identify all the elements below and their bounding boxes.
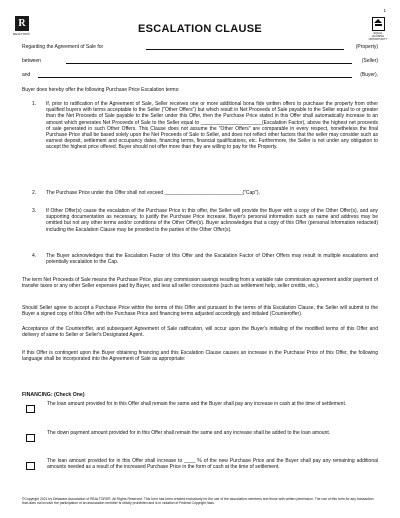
counteroffer-paragraph: Should Seller agree to accept a Purchase Price within the terms of this Offer and pursuant to the terms of this Escalation Clause, the Seller will submit to the Buyer a signed copy of this Offer with the Purchase Price and financing terms adjusted accordingly and initialed (Counteroffer). [22, 305, 378, 318]
financing-option-3-text: The loan amount provided for in this Offer shall increase to ____ % of the new Purchase Price and the Buyer shall pay any remaining additional amounts needed as a result of the increased Purchase Price in the form of cash at the time of settlement. [47, 458, 378, 471]
regarding-label: Regarding the Agreement of Sale for [22, 44, 104, 50]
property-line[interactable] [22, 44, 378, 51]
item-1-text: If, prior to ratification of the Agreement of Sale, Seller receives one or more additional bona fide written offers to purchase the property from other qualified buyers with terms acceptable to the Seller ("Other Offers") but which result in Net Proceeds of Sale payable to the Seller equal to or greater than the Net Proceeds of Sale payable to the Seller under this Offer, then the Purchase Price stated in this Offer shall automatically increase to an amount which generates Net Proceeds of Sale to the Seller equal to ______________________(Escalation Factor), above the highest net proceeds of sale generated in such Other Offers. This Clause does not assume the "Other Offers" are comparable in every respect, nonetheless the final Purchase Price shall be based solely upon the Net Proceeds of Sale to Seller, and does not reflect other factors that the seller may consider such as earnest deposit, settlement and occupancy dates, financing terms, financial qualifications, etc. Furthermore, the Seller is not under any obligation to accept the highest price offered. Buyer should not offer more than they are willing to pay for the Property. [46, 101, 378, 151]
property-field[interactable] [146, 49, 344, 50]
realtor-logo-caption: REALTOR® [13, 32, 30, 36]
property-label: (Property) [355, 44, 378, 50]
buyer-line[interactable] [22, 72, 378, 79]
item-2-text: The Purchase Price under this Offer shall not exceed ____________________________("Cap"). [46, 190, 260, 196]
equal-housing-caption: EQUAL HOUSING OPPORTUNITY [368, 32, 388, 41]
buyer-field[interactable] [38, 77, 352, 78]
between-label: between [22, 58, 41, 64]
buyer-label: (Buyer), [360, 72, 378, 78]
financing-option-2-checkbox[interactable] [26, 434, 35, 442]
item-3-text: If Other Offer(s) cause the escalation of the Purchase Price in this offer, the Seller will provide the Buyer with a copy of the Other Offer(s), and any supporting documentation as necessary, to justify the Purchase Price increase. Buyer's personal information such as name and address may be omitted but not any other terms and/or conditions of the Other Offer(s). Buyer acknowledges that a copy of this Offer (personal information redacted) including the Escalation Clause may be provided to the parties of the Other Offer(s). [46, 208, 378, 233]
financing-heading: FINANCING: (Check One) [22, 392, 85, 398]
document-title: ESCALATION CLAUSE [137, 23, 263, 35]
seller-label: (Seller) [361, 58, 378, 64]
realtor-logo-icon: R [15, 16, 29, 31]
item-4-text: The Buyer acknowledges that the Escalation Factor of this Offer and the Escalation Factor of Other Offers may result in multiple escalations and potentially escalation to the Cap. [46, 253, 378, 266]
copyright-footer: ©Copyright 2021 by Delaware Association of REALTORS®. All Rights Reserved. This form has been created exclusively for the use of the association members and those with written permission. The use of this form for any transaction that does not involve the participation of an association member is strictly prohibited and is in violation of Federal Copyright laws. [22, 497, 374, 505]
financing-option-1-checkbox[interactable] [26, 405, 35, 413]
page-number: 1 [383, 8, 386, 13]
intro-text: Buyer does hereby offer the following Purchase Price Escalation terms: [22, 87, 180, 93]
seller-field[interactable] [66, 63, 352, 64]
financing-option-1-text: The loan amount provided for in this Offer shall remain the same and the Buyer shall pay any increase in cash at the time of settlement. [47, 401, 347, 407]
item-4-number: 4. [32, 253, 37, 259]
financing-option-2-text: The down payment amount provided for in this Offer shall remain the same and any increase shall be added to the loan amount. [47, 430, 331, 436]
financing-option-3-checkbox[interactable] [26, 462, 35, 470]
item-1-number: 1. [32, 101, 37, 107]
acceptance-paragraph: Acceptance of the Counteroffer, and subsequent Agreement of Sale ratification, will occur upon the Buyer's initialing of the modified terms of this Offer and delivery of same to Seller or Seller's Designated Agent. [22, 326, 378, 339]
contingent-paragraph: If this Offer is contingent upon the Buyer obtaining financing and this Escalation Clause causes an increase in the Purchase Price of this Offer, the following language shall be incorporated into the Agreement of Sale as appropriate: [22, 350, 378, 363]
item-3-number: 3. [32, 208, 37, 214]
seller-line[interactable] [22, 58, 378, 65]
net-proceeds-paragraph: The term Net Proceeds of Sale means the Purchase Price, plus any commission savings resulting from a variable rate commission agreement and/or payment of transfer taxes or any other Seller expenses paid by Buyer, and less all seller concessions (such as settlement help, seller credits, etc.). [22, 277, 378, 290]
item-2-number: 2. [32, 190, 37, 196]
and-label: and [22, 72, 31, 78]
